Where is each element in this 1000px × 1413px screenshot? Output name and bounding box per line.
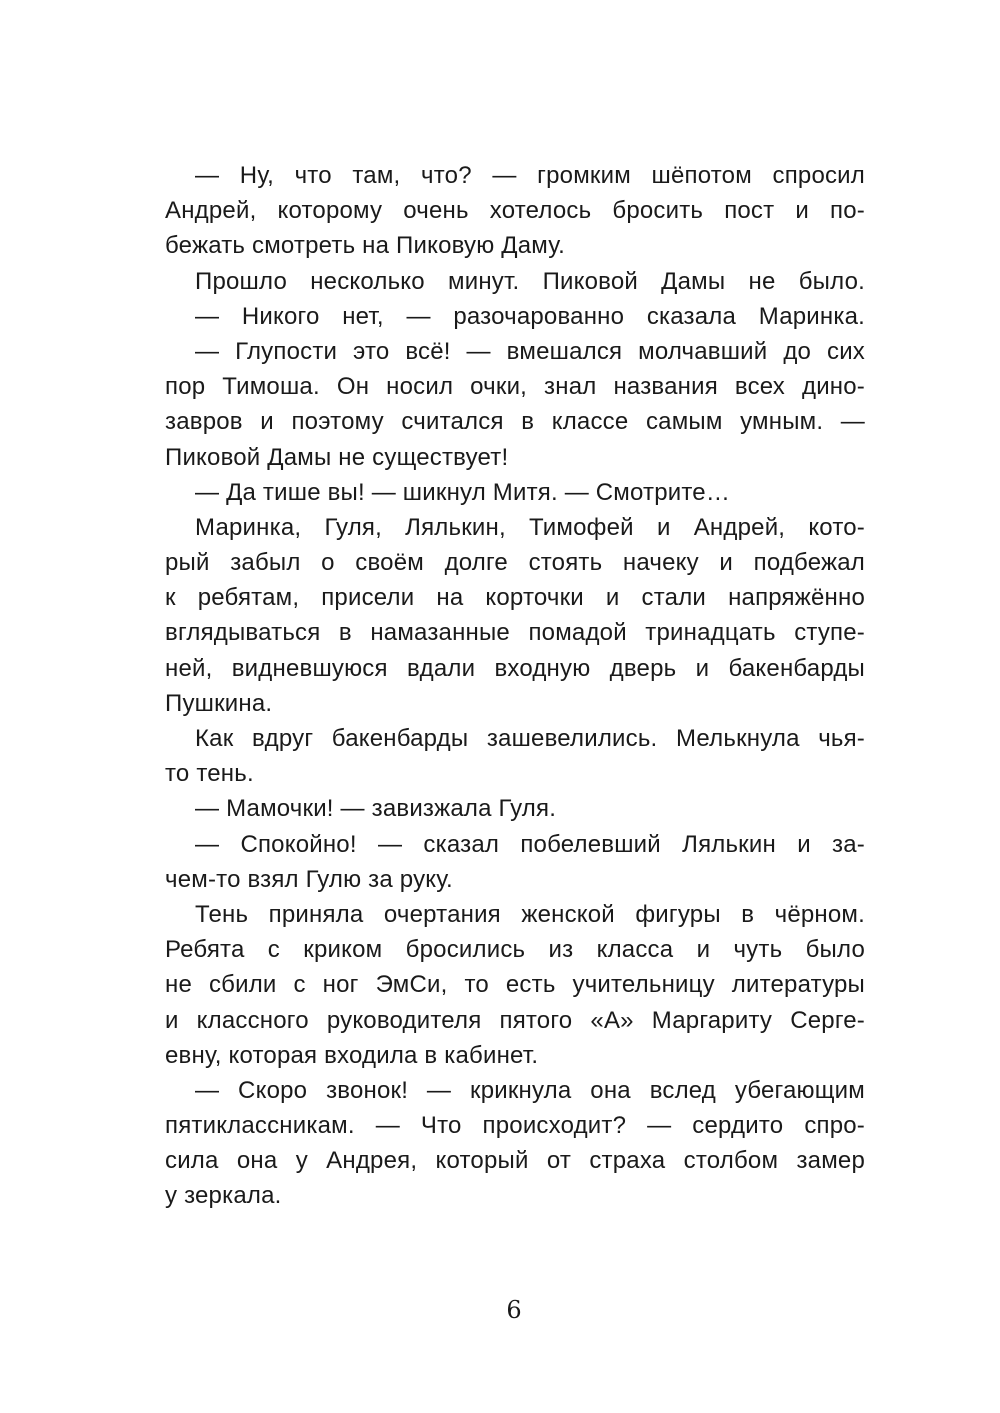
body-text: [165, 158, 865, 1214]
text-line: Прошло несколько минут. Пиковой Дамы не было.: [195, 267, 865, 295]
text-line: и классного руководителя пятого «А» Маргариту Серге-: [165, 1006, 865, 1034]
text-line: бежать смотреть на Пиковую Даму.: [165, 232, 565, 260]
text-line: — Да тише вы! — шикнул Митя. — Смотрите…: [195, 478, 731, 506]
text-line: Маринка, Гуля, Лялькин, Тимофей и Андрей, кото-: [195, 513, 865, 541]
text-line: Пушкина.: [165, 689, 273, 717]
page-number: 6: [506, 1296, 522, 1324]
text-line: — Ну, что там, что? — громким шёпотом спросил: [195, 162, 865, 189]
text-line: Тень приняла очертания женской фигуры в чёрном.: [195, 900, 865, 928]
text-line: Андрей, которому очень хотелось бросить пост и по-: [165, 197, 865, 225]
text-line: вглядываться в намазанные помадой тринадцать ступе-: [165, 619, 865, 647]
text-line: завров и поэтому считался в классе самым умным. —: [165, 408, 865, 436]
text-line: — Никого нет, — разочарованно сказала Маринка.: [195, 302, 865, 330]
text-line: у зеркала.: [165, 1182, 282, 1210]
text-line: сила она у Андрея, который от страха столбом замер: [165, 1147, 865, 1175]
text-line: — Скоро звонок! — крикнула она вслед убегающим: [195, 1076, 865, 1104]
text-line: — Глупости это всё! — вмешался молчавший до сих: [195, 337, 865, 365]
text-line: то тень.: [165, 760, 254, 788]
text-line: рый забыл о своём долге стоять начеку и подбежал: [165, 549, 865, 577]
text-line: ней, видневшуюся вдали входную дверь и бакенбарды: [165, 654, 865, 682]
text-line: Пиковой Дамы не существует!: [165, 443, 509, 471]
text-line: пятиклассникам. — Что происходит? — сердито спро-: [165, 1112, 865, 1140]
text-line: Как вдруг бакенбарды зашевелились. Мелькнула чья-: [195, 725, 865, 752]
text-line: евну, которая входила в кабинет.: [165, 1041, 539, 1069]
text-line: чем-то взял Гулю за руку.: [165, 865, 453, 893]
text-line: к ребятам, присели на корточки и стали напряжённо: [165, 584, 865, 612]
text-line: — Мамочки! — завизжала Гуля.: [195, 795, 557, 823]
text-line: — Спокойно! — сказал побелевший Лялькин и за-: [195, 830, 865, 858]
text-line: не сбили с ног ЭмСи, то есть учительницу литературы: [165, 971, 865, 999]
text-line: Ребята с криком бросились из класса и чуть было: [165, 936, 865, 964]
text-line: пор Тимоша. Он носил очки, знал названия всех дино-: [165, 373, 865, 401]
